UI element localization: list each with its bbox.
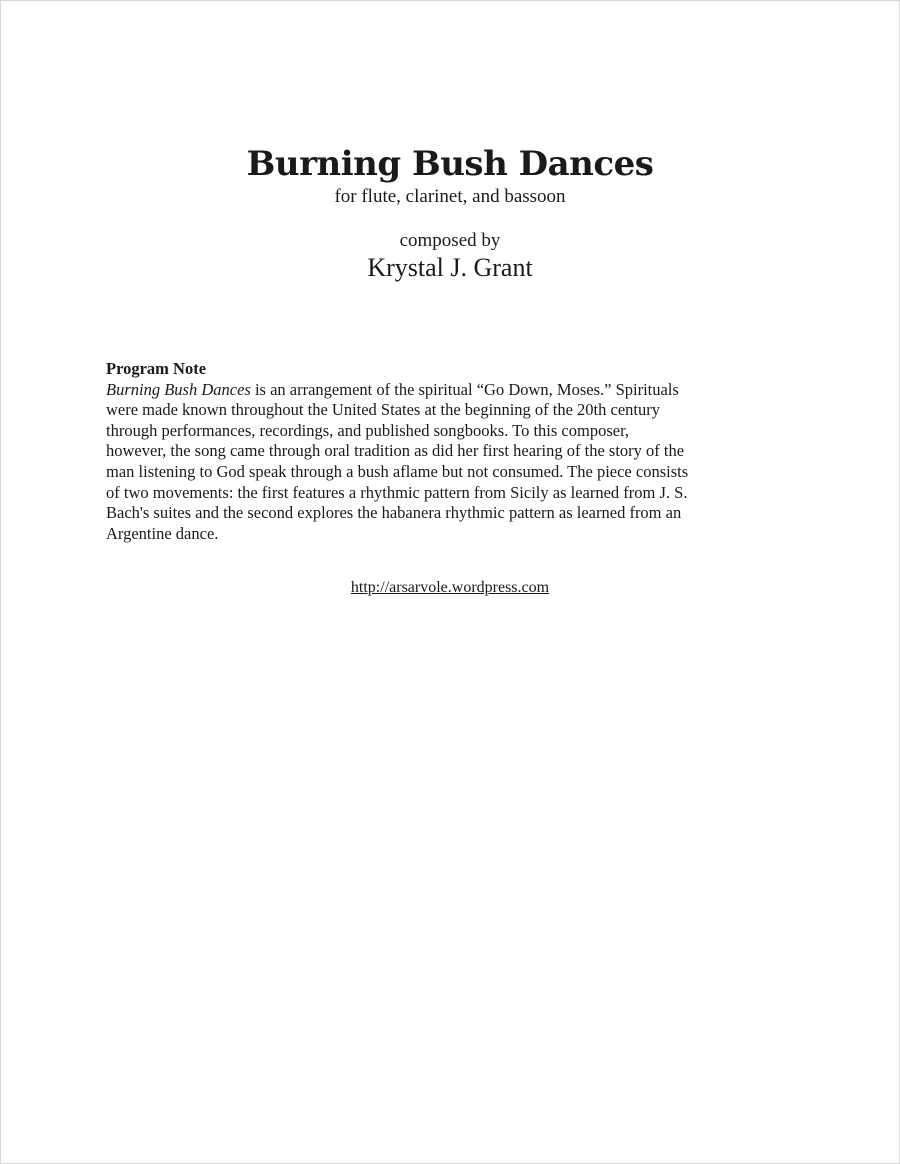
program-note-line: is an arrangement of the spiritual “Go Down, Moses.” Spirituals bbox=[250, 379, 679, 399]
program-note-body bbox=[106, 380, 806, 545]
program-note-line: Bach's suites and the second explores the habanera rhythmic pattern as learned from an bbox=[106, 503, 682, 523]
subtitle: for flute, clarinet, and bassoon bbox=[334, 186, 566, 207]
program-note-heading: Program Note bbox=[106, 359, 207, 378]
program-note-line: man listening to God speak through a bush aflame but not consumed. The piece consists bbox=[106, 461, 689, 481]
website-link[interactable]: http://arsarvole.wordpress.com bbox=[350, 579, 550, 596]
composer-name: Krystal J. Grant bbox=[367, 253, 533, 282]
composed-by-label: composed by bbox=[399, 230, 501, 251]
program-note-line: through performances, recordings, and published songbooks. To this composer, bbox=[106, 420, 630, 440]
program-note-line: however, the song came through oral tradition as did her first hearing of the story of the bbox=[106, 441, 685, 461]
program-note bbox=[106, 359, 806, 544]
program-note-line: were made known throughout the United States at the beginning of the 20th century bbox=[106, 400, 660, 420]
program-note-line: Argentine dance. bbox=[106, 523, 219, 543]
program-note-work-title: Burning Bush Dances bbox=[106, 379, 251, 399]
program-note-line: of two movements: the first features a rhythmic pattern from Sicily as learned from J. S. bbox=[106, 482, 688, 502]
page-title: Burning Bush Dances bbox=[246, 144, 654, 184]
footer-url-line bbox=[0, 578, 900, 598]
title-block bbox=[0, 142, 900, 284]
